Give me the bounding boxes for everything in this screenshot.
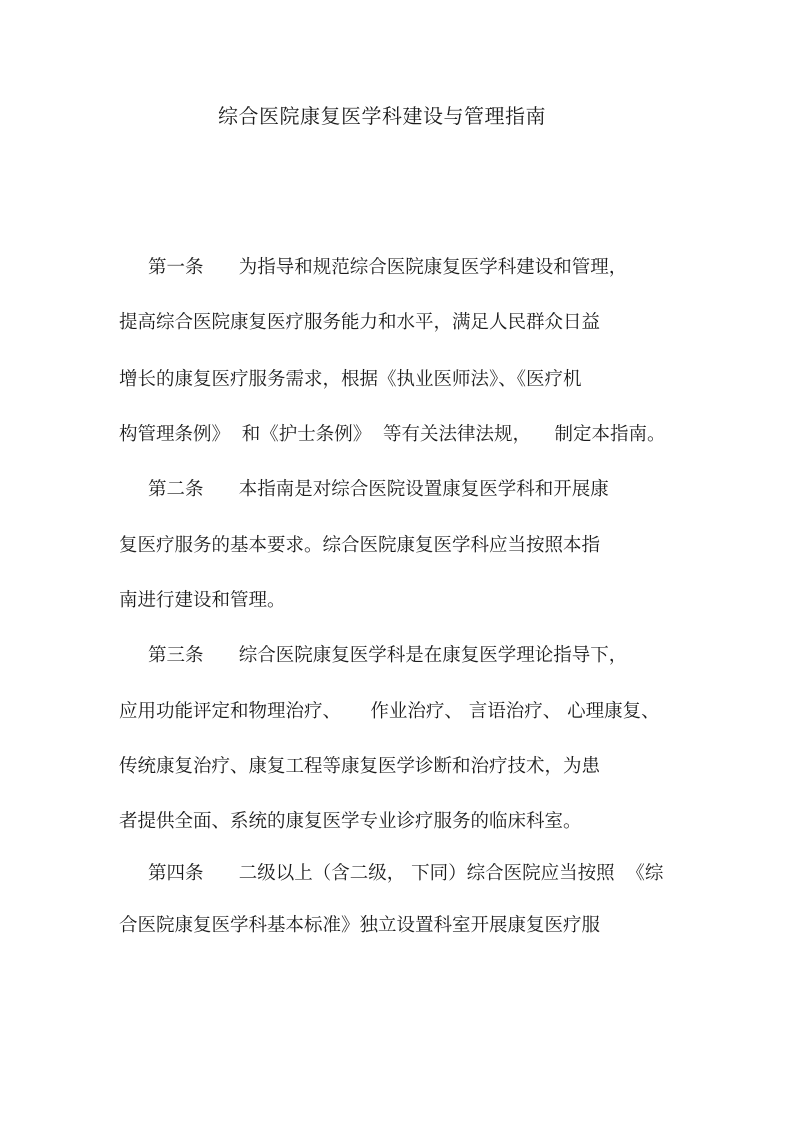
article-3-line-2: 应用功能评定和物理治疗、 作业治疗、 言语治疗、 心理康复、 (119, 701, 660, 722)
article-1-line-1: 第一条 为指导和规范综合医院康复医学科建设和管理， (148, 257, 628, 278)
article-1-line-2: 提高综合医院康复医疗服务能力和水平，满足人民群众日益 (119, 312, 601, 333)
article-3-line-4: 者提供全面、系统的康复医学专业诊疗服务的临床科室。 (119, 811, 582, 832)
article-4-line-1: 第四条 二级以上（含二级， 下同）综合医院应当按照 《综 (148, 863, 664, 884)
article-3-line-3: 传统康复治疗、康复工程等康复医学诊断和治疗技术，为患 (119, 756, 601, 777)
document-title: 综合医院康复医学科建设与管理指南 (218, 104, 546, 128)
article-4-line-2: 合医院康复医学科基本标准》独立设置科室开展康复医疗服 (119, 915, 601, 936)
article-1-line-3: 增长的康复医疗服务需求，根据《执业医师法》、《医疗机 (119, 369, 582, 390)
article-1-line-4: 构管理条例》 和《护士条例》 等有关法律法规， 制定本指南。 (119, 424, 666, 445)
article-2-line-3: 南进行建设和管理。 (119, 590, 286, 611)
article-3-line-1: 第三条 综合医院康复医学科是在康复医学理论指导下， (148, 645, 628, 666)
article-2-line-2: 复医疗服务的基本要求。综合医院康复医学科应当按照本指 (119, 535, 601, 556)
article-2-line-1: 第二条 本指南是对综合医院设置康复医学科和开展康 (148, 479, 609, 500)
